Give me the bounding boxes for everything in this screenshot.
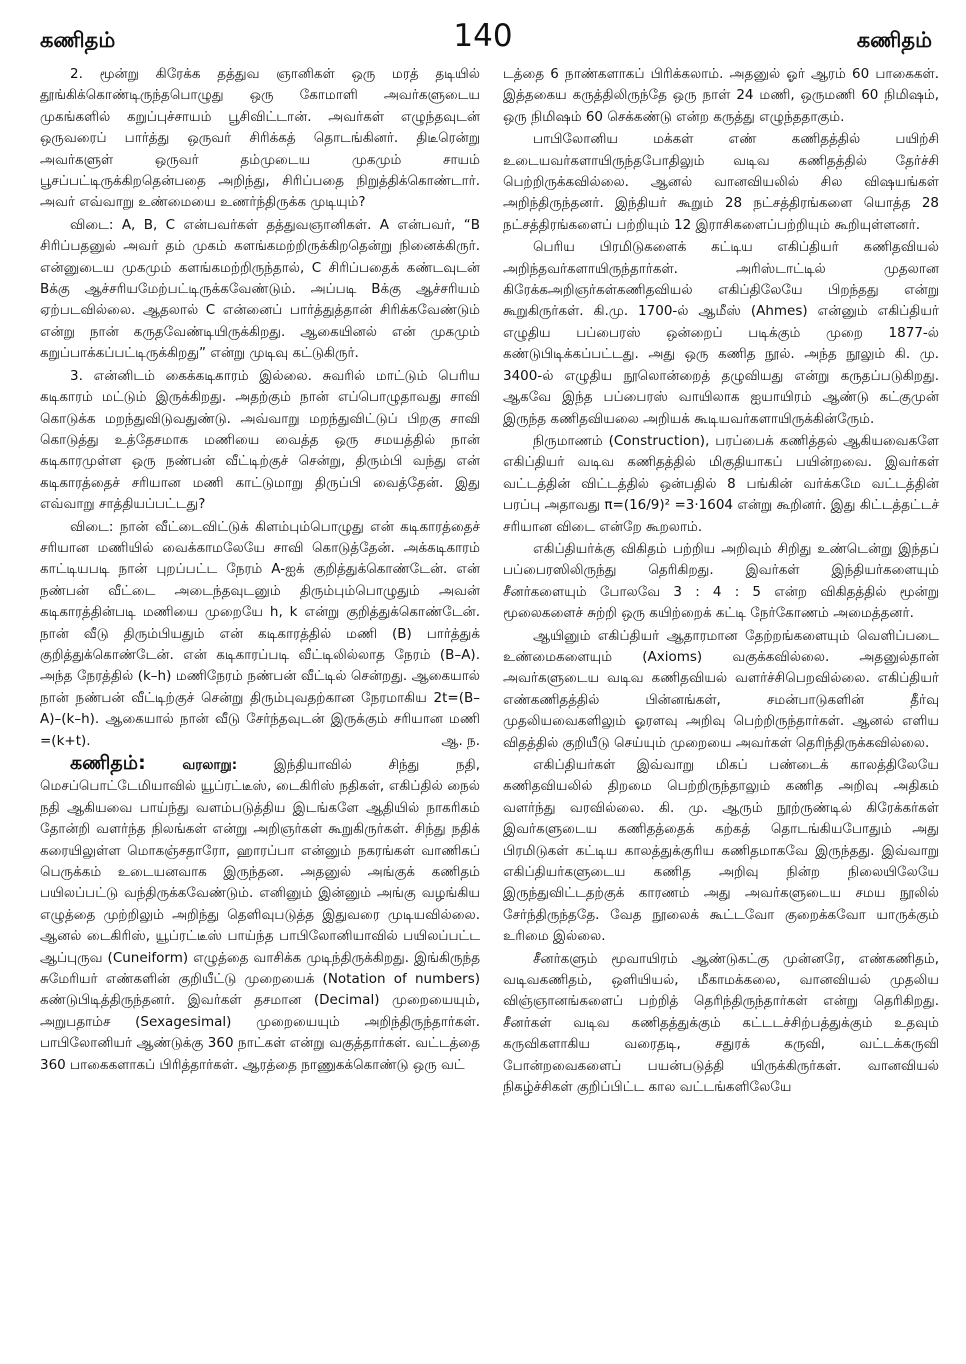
- paragraph-history-intro: [40, 753, 480, 1076]
- paragraph-puzzle-3: 3. என்னிடம் கைக்கடிகாரம் இல்லை. சுவரில் மாட்டும் பெரிய கடிகாரம் மட்டும் இருக்கிறது. அதற்கும் நான் எப்பொழுதாவது சாவி கொடுக்க மறந்துவிடுவதுண்டு. அவ்வாறு மறந்துவிட்டுப் பிறகு சாவி கொடுத்து உத்தேசமாக மணியை வைத்த ஒரு சமயத்தில் நான் கடிகாரமுள்ள ஒரு நண்பன் வீட்டிற்குச் சென்று, திரும்பி வந்து என் கடிகாரத்தைச் சரியான மணி காட்டுமாறு திருப்பி வைத்தேன். இது எவ்வாறு சாத்தியப்பட்டது?: [40, 367, 480, 513]
- history-text: இந்தியாவில் சிந்து நதி, மெசப்பொட்டேமியாவில் யூப்ரட்டீஸ், டைகிரிஸ் நதிகள், எகிப்தில் நைல் நதி ஆகியவை பாய்ந்து வளம்படுத்திய இடங்களே ஆதியில் நாகரிகம் தோன்றி வளர்ந்த நிலங்கள் என்று அறிஞர்கள் கூறுகிருர்கள். சிந்து நதிக் கரையிலுள்ள மொகஞ்சதாரோ, ஹாரப்பா என்னும் நகரங்கள் வாணிகப் பெருக்கம் உடையனவாக இருந்தன. அதனுல் அங்குக் கணிதம் பயிலப்பட்டு வந்திருக்கவேண்டும். எனினும் இன்னும் அங்கு வழங்கிய எழுத்தை முற்றிலும் அறிந்து தெளிவுபடுத்த இதுவரை முடியவில்லை. ஆனல் டைகிரிஸ், யூப்ரட்டீஸ் பாய்ந்த பாபிலோனியாவில் பயிலப்பட்ட ஆப்புருவ (Cuneiform) எழுத்தை வாசிக்க முடிந்திருக்கிறது. இங்கிருந்த சுமேரியர் எண்களின் குறியீட்டு முறையைக் (Notation of numbers) கண்டுபிடித்திருந்தனர். இவர்கள் தசமான (Decimal) முறையையும், அறுபதாம்ச (Sexagesimal) முறையையும் அறிந்திருந்தார்கள். பாபிலோனியர் ஆண்டுக்கு 360 நாட்கள் என்று வகுத்தார்கள். வட்டத்தை 360 பாகைகளாகப் பிரித்தார்கள். ஆரத்தை நாணுகக்கொண்டு ஒரு வட்: [40, 757, 480, 1073]
- page-number: 140: [453, 18, 513, 54]
- paragraph-axioms: ஆயினும் எகிப்தியர் ஆதாரமான தேற்றங்களையும் வெளிப்படை உண்மைகளையும் (Axioms) வகுக்கவில்லை. அதனுல்தான் அவர்களுடைய வடிவ கணிதவியல் வளர்ச்சிபெறவில்லை. எகிப்தியர் எண்கணிதத்தில் பின்னங்கள், சமன்பாடுகளின் தீர்வு முதலியவைகளிலும் ஓரளவு அறிவு பெற்றிருந்தார்கள். ஆனல் எளிய விதத்தில் குறியீடு செய்யும் முறையை அவர்கள் தெரிந்திருக்கவில்லை.: [503, 627, 939, 751]
- running-head-right: கணிதம்: [856, 28, 932, 52]
- section-heading: கணிதம்:: [70, 752, 146, 774]
- left-column: [40, 64, 480, 1356]
- section-subheading: வரலாறு:: [182, 757, 238, 773]
- answer-3-text: விடை: நான் வீட்டைவிட்டுக் கிளம்பும்பொழுது என் கடிகாரத்தைச் சரியான மணியில் வைக்காமலேயே சாவி கொடுத்தேன். அக்கடிகாரம் காட்டியபடி நான் புறப்பட்ட நேரம் A-ஐக் குறித்துக்கொண்டேன். என் நண்பன் வீட்டை அடைந்தவுடனும் திரும்பும்பொழுதும் அவன் கடிகாரத்தின்படி மணியை முறையே h, k என்று குறித்துக்கொண்டேன். நான் வீடு திரும்பியதும் என் கடிகாரத்தில் மணி (B) பார்த்துக் குறித்துக்கொண்டேன். என் கடிகாரப்படி வீட்டிலில்லாத நேரம் (B–A). அந்த நேரத்தில் (k–h) மணிநேரம் நண்பன் வீட்டில் சென்றது. ஆகையால் நான் நண்பன் வீட்டிற்குச் சென்று திரும்புவதற்கான நேரமாகிய 2t=(B–A)–(k–h). ஆகையால் நான் வீடு சேர்ந்தவுடன் இருக்கும் சரியான மணி =(k+t).: [40, 518, 480, 749]
- right-column: [503, 64, 939, 1356]
- paragraph-egypt-pyramids: பெரிய பிரமிடுகளைக் கட்டிய எகிப்தியர் கணிதவியல் அறிந்தவர்களாயிருந்தார்கள். அரிஸ்டாட்டில் முதலான கிரேக்கஅறிஞர்கள்கணிதவியல் எகிப்திலேயே பிறந்தது என்று கூறுகிருர்கள். கி.மு. 1700-ல் ஆமீஸ் (Ahmes) என்னும் எகிப்தியர் எழுதிய பப்பைரஸ் ஒன்றைப் படிக்கும் முறை 1877-ல் கண்டுபிடிக்கப்பட்டது. அது ஒரு கணித நூல். அந்த நூலும் கி. மு. 3400-ல் எழுதிய நூலொன்றைத் தழுவியது என்று கருதப்படுகிறது. ஆகவே இந்த பப்பைரஸ் வாயிலாக ஐயாயிரம் ஆண்டு கட்குமுன் இருந்த கணிதவியலை அறியக் கூடியவர்களாயிருக்கின்ருேம்.: [503, 239, 939, 427]
- paragraph-continued: டத்தை 6 நாண்களாகப் பிரிக்கலாம். அதனுல் ஓர் ஆரம் 60 பாகைகள். இத்தகைய கருத்திலிருந்தே ஒரு நாள் 24 மணி, ஒருமணி 60 நிமிஷம், ஒரு நிமிஷம் 60 செக்கண்டு என்ற கருத்து எழுந்ததாகும்.: [503, 66, 939, 125]
- running-head-left: கணிதம்: [40, 28, 116, 52]
- paragraph-egypt-stagnation: எகிப்தியர்கள் இவ்வாறு மிகப் பண்டைக் காலத்திலேயே கணிதவியலில் திறமை பெற்றிருந்தாலும் கணித அறிவு அதிகம் வளர்ந்து வரவில்லை. கி. மு. ஆரும் நூற்ருண்டில் கிரேக்கர்கள் இவர்களுடைய கணிதத்தைக் கற்கத் தொடங்கியபோதும் அது பிரமிடுகள் கட்டிய காலத்துக்குரிய கணிதமாகவே இருந்தது. இவ்வாறு எகிப்தியர்களுடைய கணித அறிவு நின்ற நிலையிலேயே இருந்துவிட்டதற்குக் காரணம் அது அவர்களுடைய சமய நூலில் சேர்ந்திருந்ததே. வேத நூலைக் கூட்டவோ குறைக்கவோ யாருக்கும் உரிமை இல்லை.: [503, 757, 939, 945]
- paragraph-ratio: எகிப்தியர்க்கு விகிதம் பற்றிய அறிவும் சிறிது உண்டென்று இந்தப் பப்பைரஸிலிருந்து தெரிகிறது. இவர்கள் இந்தியர்களையும் சீனர்களையும் போலவே 3 : 4 : 5 என்ற விகிதத்தில் மூன்று மூலைகளைச் சுற்றி ஒரு கயிற்றைக் கட்டி நேர்கோணம் அமைத்தனர்.: [503, 540, 939, 622]
- author-initials: ஆ. ந.: [441, 732, 480, 749]
- paragraph-babylonians: பாபிலோனிய மக்கள் எண் கணிதத்தில் பயிற்சி உடையவர்களாயிருந்தபோதிலும் வடிவ கணிதத்தில் தேர்ச்சி பெற்றிருக்கவில்லை. ஆனல் வானவியலில் சில விஷயங்கள் அறிந்திருந்தனர். இந்தியர் கூறும் 28 நட்சத்திரங்களை யொத்த 28 நட்சத்திரங்களைப் பற்றியும் 12 இராசிகளைப்பற்றியும் கூறியுள்ளனர்.: [503, 131, 939, 233]
- paragraph-puzzle-2: 2. மூன்று கிரேக்க தத்துவ ஞானிகள் ஒரு மரத் தடியில் தூங்கிக்கொண்டிருந்தபொழுது ஒரு கோமாளி அவர்களுடைய முகங்களில் கறுப்புச்சாயம் பூசிவிட்டான். அவர்கள் எழுந்தவுடன் ஒருவரைப் பார்த்து ஒருவர் சிரிக்கத் தொடங்கினர். திடீரென்று அவர்களுள் ஒருவர் தம்முடைய முகமும் சாயம் பூசப்பட்டிருக்கிறதென்பதை அறிந்து, சிரிப்பதை நிறுத்திக்கொண்டார். அவர் எவ்வாறு உண்மையை உணர்ந்திருக்க முடியும்?: [40, 66, 480, 211]
- page-header: [0, 18, 966, 58]
- paragraph-chinese: சீனர்களும் மூவாயிரம் ஆண்டுகட்கு முன்னரே, எண்கணிதம், வடிவகணிதம், ஒளியியல், மீகாமக்கலை, வானவியல் முதலிய விஞ்ஞானங்களைப் பற்றித் தெரிந்திருந்தார்கள் என்று தெரிகிறது. சீனர்கள் வடிவ கணிதத்துக்கும் கட்டடச்சிற்பத்துக்கும் உதவும் கருவிகளாகிய வரைதடி, சதுரக் கருவி, வட்டக்கருவி போன்றவைகளைப் பயன்படுத்தி யிருக்கிருர்கள். வானவியல் நிகழ்ச்சிகள் குறிப்பிட்ட கால வட்டங்களிலேயே: [503, 950, 939, 1096]
- paragraph-answer-3: [40, 517, 480, 752]
- paragraph-answer-2: விடை: A, B, C என்பவர்கள் தத்துவஞானிகள். A என்பவர், “B சிரிப்பதனுல் அவர் தம் முகம் களங்கமற்றிருக்கிறதென்று நினைக்கிருர். என்னுடைய முகமும் களங்கமற்றிருந்தால், C சிரிப்பதைக் கண்டவுடன் Bக்கு ஆச்சரியமேற்பட்டிருக்கவேண்டும். அப்படி Bக்கு ஆச்சரியம் ஏற்படவில்லை. ஆதலால் C என்னைப் பார்த்துத்தான் சிரிக்கவேண்டும் என்று நான் கருதவேண்டியிருக்கிறது. ஆகையினல் என் முகமும் கறுப்பாக்கப்பட்டிருக்கிறது” என்று முடிவு கட்டுகிருர்.: [40, 216, 480, 362]
- paragraph-construction: நிருமாணம் (Construction), பரப்பைக் கணித்தல் ஆகியவைகளே எகிப்தியர் வடிவ கணிதத்தில் மிகுதியாகப் பயின்றவை. இவர்கள் வட்டத்தின் விட்டத்தில் ஒன்பதில் 8 பங்கின் வர்க்கமே வட்டத்தின் பரப்பு அதாவது π=(16/9)² =3·1604 என்று கூறினர். இது கிட்டத்தட்டச் சரியான விடை என்றே கூறலாம்.: [503, 432, 939, 535]
